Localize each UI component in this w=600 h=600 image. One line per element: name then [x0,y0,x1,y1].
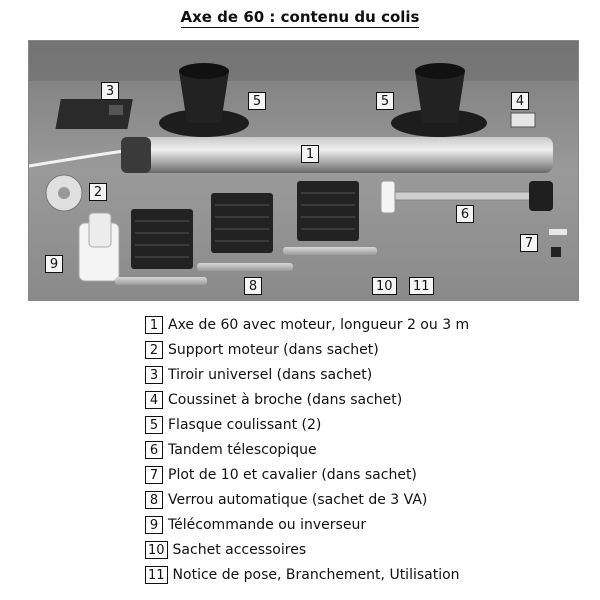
label-support-moteur: 2 [89,183,107,201]
label-tandem: 6 [456,205,474,223]
legend-number: 10 [145,541,168,559]
legend-number: 8 [145,491,163,509]
legend-text: Télécommande ou inverseur [168,517,367,533]
legend-item-6 [145,440,317,460]
page-title: Axe de 60 : contenu du colis [180,8,420,26]
legend-item-11 [145,565,460,585]
legend-text: Axe de 60 avec moteur, longueur 2 ou 3 m [168,317,470,333]
legend-number: 7 [145,466,163,484]
legend-item-2 [145,340,379,360]
legend-text: Sachet accessoires [172,542,307,558]
legend-text: Notice de pose, Branchement, Utilisation [172,567,460,583]
legend-item-9 [145,515,366,535]
legend-item-4 [145,390,402,410]
package-contents-illustration [29,41,578,300]
legend-item-7 [145,465,417,485]
legend-text: Plot de 10 et cavalier (dans sachet) [168,467,417,483]
legend-text: Coussinet à broche (dans sachet) [168,392,403,408]
legend-number: 6 [145,441,163,459]
legend-text: Support moteur (dans sachet) [168,342,379,358]
product-photo [28,40,579,301]
label-notice: 11 [409,277,434,295]
legend-text: Flasque coulissant (2) [168,417,322,433]
label-sachet: 10 [372,277,397,295]
label-telecommande: 9 [45,255,63,273]
label-coussinet: 4 [511,92,529,110]
legend-text: Verrou automatique (sachet de 3 VA) [168,492,428,508]
legend-item-3 [145,365,372,385]
legend-item-1 [145,315,469,335]
legend-number: 4 [145,391,163,409]
label-flasque-left: 5 [248,92,266,110]
legend-number: 11 [145,566,168,584]
legend-item-8 [145,490,427,510]
legend-number: 9 [145,516,163,534]
label-plot: 7 [520,234,538,252]
legend-number: 1 [145,316,163,334]
legend-text: Tiroir universel (dans sachet) [168,367,373,383]
label-flasque-right: 5 [376,92,394,110]
label-verrou: 8 [244,277,262,295]
legend-item-10 [145,540,306,560]
legend-number: 2 [145,341,163,359]
legend-text: Tandem télescopique [168,442,317,458]
legend-number: 5 [145,416,163,434]
legend-number: 3 [145,366,163,384]
legend-item-5 [145,415,321,435]
label-axe: 1 [301,145,319,163]
label-tiroir: 3 [101,82,119,100]
